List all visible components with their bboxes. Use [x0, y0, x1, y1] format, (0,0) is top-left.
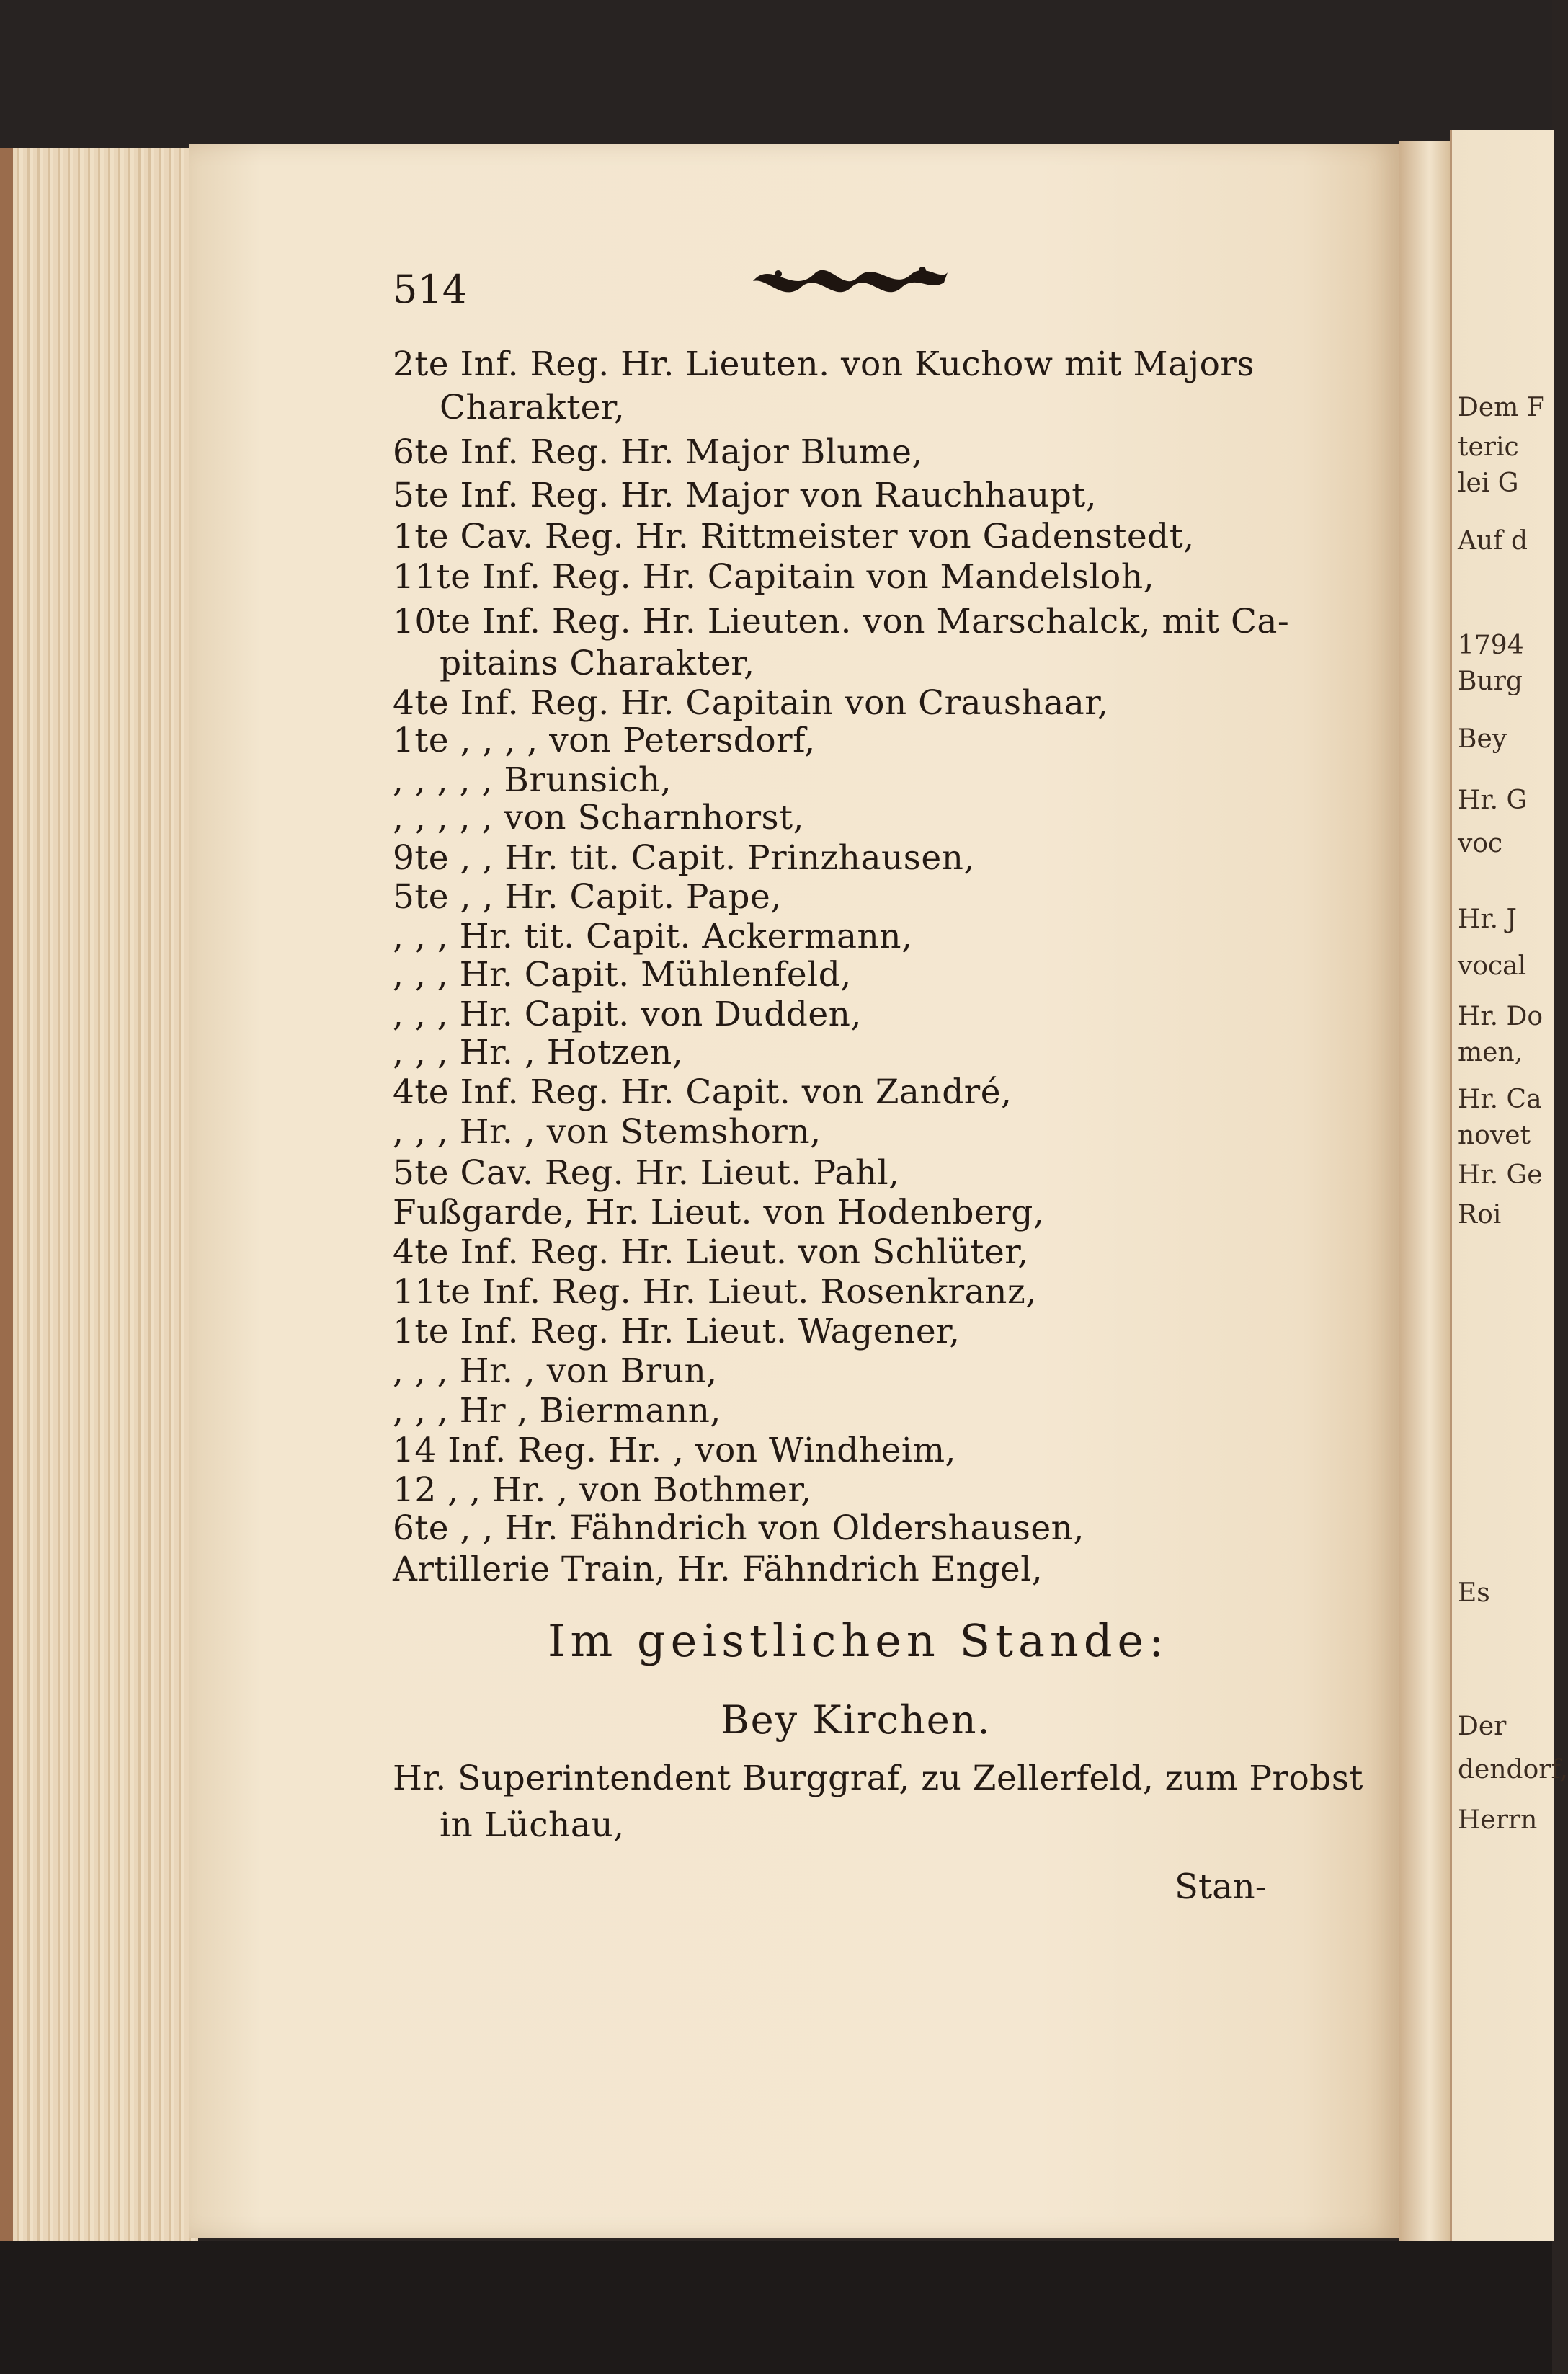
scanner-background-bottom — [0, 2241, 1552, 2374]
list-item: 4te Inf. Reg. Hr. Lieut. von Schlüter, — [393, 1232, 1029, 1272]
right-page-text-fragment: Herrn — [1458, 1805, 1538, 1835]
right-page-text-fragment: Burg — [1458, 667, 1523, 696]
book-gutter — [1399, 141, 1450, 2241]
right-page-text-fragment: lei G — [1458, 468, 1519, 498]
list-item: 2te Inf. Reg. Hr. Lieuten. von Kuchow mit Majors — [393, 344, 1255, 384]
right-page-text-fragment: Hr. J — [1458, 904, 1517, 934]
right-page-text-fragment: Dem F — [1458, 393, 1545, 422]
list-item: Charakter, — [440, 388, 625, 427]
right-page-text-fragment: men, — [1458, 1038, 1523, 1067]
list-item: , , , , , Brunsich, — [393, 760, 672, 800]
list-item: 4te Inf. Reg. Hr. Capitain von Craushaar, — [393, 683, 1109, 723]
list-item: , , , Hr. Capit. Mühlenfeld, — [393, 955, 852, 995]
right-page-text-fragment: voc — [1458, 829, 1503, 858]
list-item: 14 Inf. Reg. Hr. , von Windheim, — [393, 1431, 956, 1470]
list-item: 11te Inf. Reg. Hr. Lieut. Rosenkranz, — [393, 1272, 1037, 1312]
right-page-text-fragment: Roi — [1458, 1200, 1502, 1230]
list-item: , , , , , von Scharnhorst, — [393, 798, 804, 837]
list-item: 6te , , Hr. Fähndrich von Oldershausen, — [393, 1508, 1084, 1548]
list-item: , , , Hr , Biermann, — [393, 1391, 721, 1431]
list-item: , , , Hr. Capit. von Dudden, — [393, 995, 862, 1034]
scanner-background-top — [0, 0, 1552, 148]
list-item: 1te Cav. Reg. Hr. Rittmeister von Gadenstedt, — [393, 517, 1195, 556]
right-page-text-fragment: Hr. Do — [1458, 1002, 1544, 1031]
right-page-text-fragment: Es — [1458, 1578, 1490, 1608]
church-entry-line-1: Hr. Superintendent Burggraf, zu Zellerfeld, zum Probst — [393, 1759, 1363, 1798]
right-page-text-fragment: Hr. Ca — [1458, 1085, 1542, 1114]
right-page-text-fragment: 1794 — [1458, 631, 1524, 660]
list-item: , , , Hr. , Hotzen, — [393, 1033, 684, 1072]
list-item: 1te Inf. Reg. Hr. Lieut. Wagener, — [393, 1312, 961, 1351]
right-page-text-fragment: novet — [1458, 1121, 1531, 1150]
right-page-text-fragment: teric — [1458, 432, 1519, 462]
right-page-text-fragment: Hr. G — [1458, 786, 1528, 815]
list-item: 5te Cav. Reg. Hr. Lieut. Pahl, — [393, 1153, 900, 1193]
list-item: , , , Hr. , von Brun, — [393, 1351, 718, 1391]
list-item: 9te , , Hr. tit. Capit. Prinzhausen, — [393, 838, 975, 878]
list-item: 5te , , Hr. Capit. Pape, — [393, 877, 782, 917]
list-item: , , , Hr. tit. Capit. Ackermann, — [393, 917, 913, 956]
right-page-fragment — [1450, 130, 1568, 2241]
page-edges — [0, 148, 198, 2241]
catchword: Stan- — [1175, 1867, 1267, 1907]
list-item: pitains Charakter, — [440, 644, 755, 683]
right-page-text-fragment: Auf d — [1458, 526, 1528, 556]
right-page-text-fragment: dendorf, — [1458, 1755, 1568, 1784]
list-item: 10te Inf. Reg. Hr. Lieuten. von Marschalck, mit Ca- — [393, 602, 1290, 641]
list-item: Artillerie Train, Hr. Fähndrich Engel, — [393, 1550, 1043, 1589]
right-page-text-fragment: Der — [1458, 1712, 1507, 1741]
printer-ornament-icon — [749, 252, 951, 303]
list-item: Fußgarde, Hr. Lieut. von Hodenberg, — [393, 1193, 1045, 1232]
list-item: 4te Inf. Reg. Hr. Capit. von Zandré, — [393, 1072, 1012, 1112]
church-entry-line-2: in Lüchau, — [440, 1805, 625, 1845]
list-item: 1te , , , , von Petersdorf, — [393, 721, 816, 760]
list-item: , , , Hr. , von Stemshorn, — [393, 1112, 821, 1152]
right-page-text-fragment: Hr. Ge — [1458, 1160, 1543, 1190]
section-heading: Im geistlichen Stande: — [548, 1614, 1170, 1667]
subsection-heading: Bey Kirchen. — [721, 1697, 992, 1743]
list-item: 12 , , Hr. , von Bothmer, — [393, 1470, 812, 1510]
right-page-text-fragment: Bey — [1458, 724, 1507, 754]
list-item: 6te Inf. Reg. Hr. Major Blume, — [393, 432, 923, 472]
list-item: 11te Inf. Reg. Hr. Capitain von Mandelsloh, — [393, 557, 1155, 597]
page-number: 514 — [393, 267, 468, 312]
list-item: 5te Inf. Reg. Hr. Major von Rauchhaupt, — [393, 476, 1097, 515]
right-page-text-fragment: vocal — [1458, 951, 1527, 981]
